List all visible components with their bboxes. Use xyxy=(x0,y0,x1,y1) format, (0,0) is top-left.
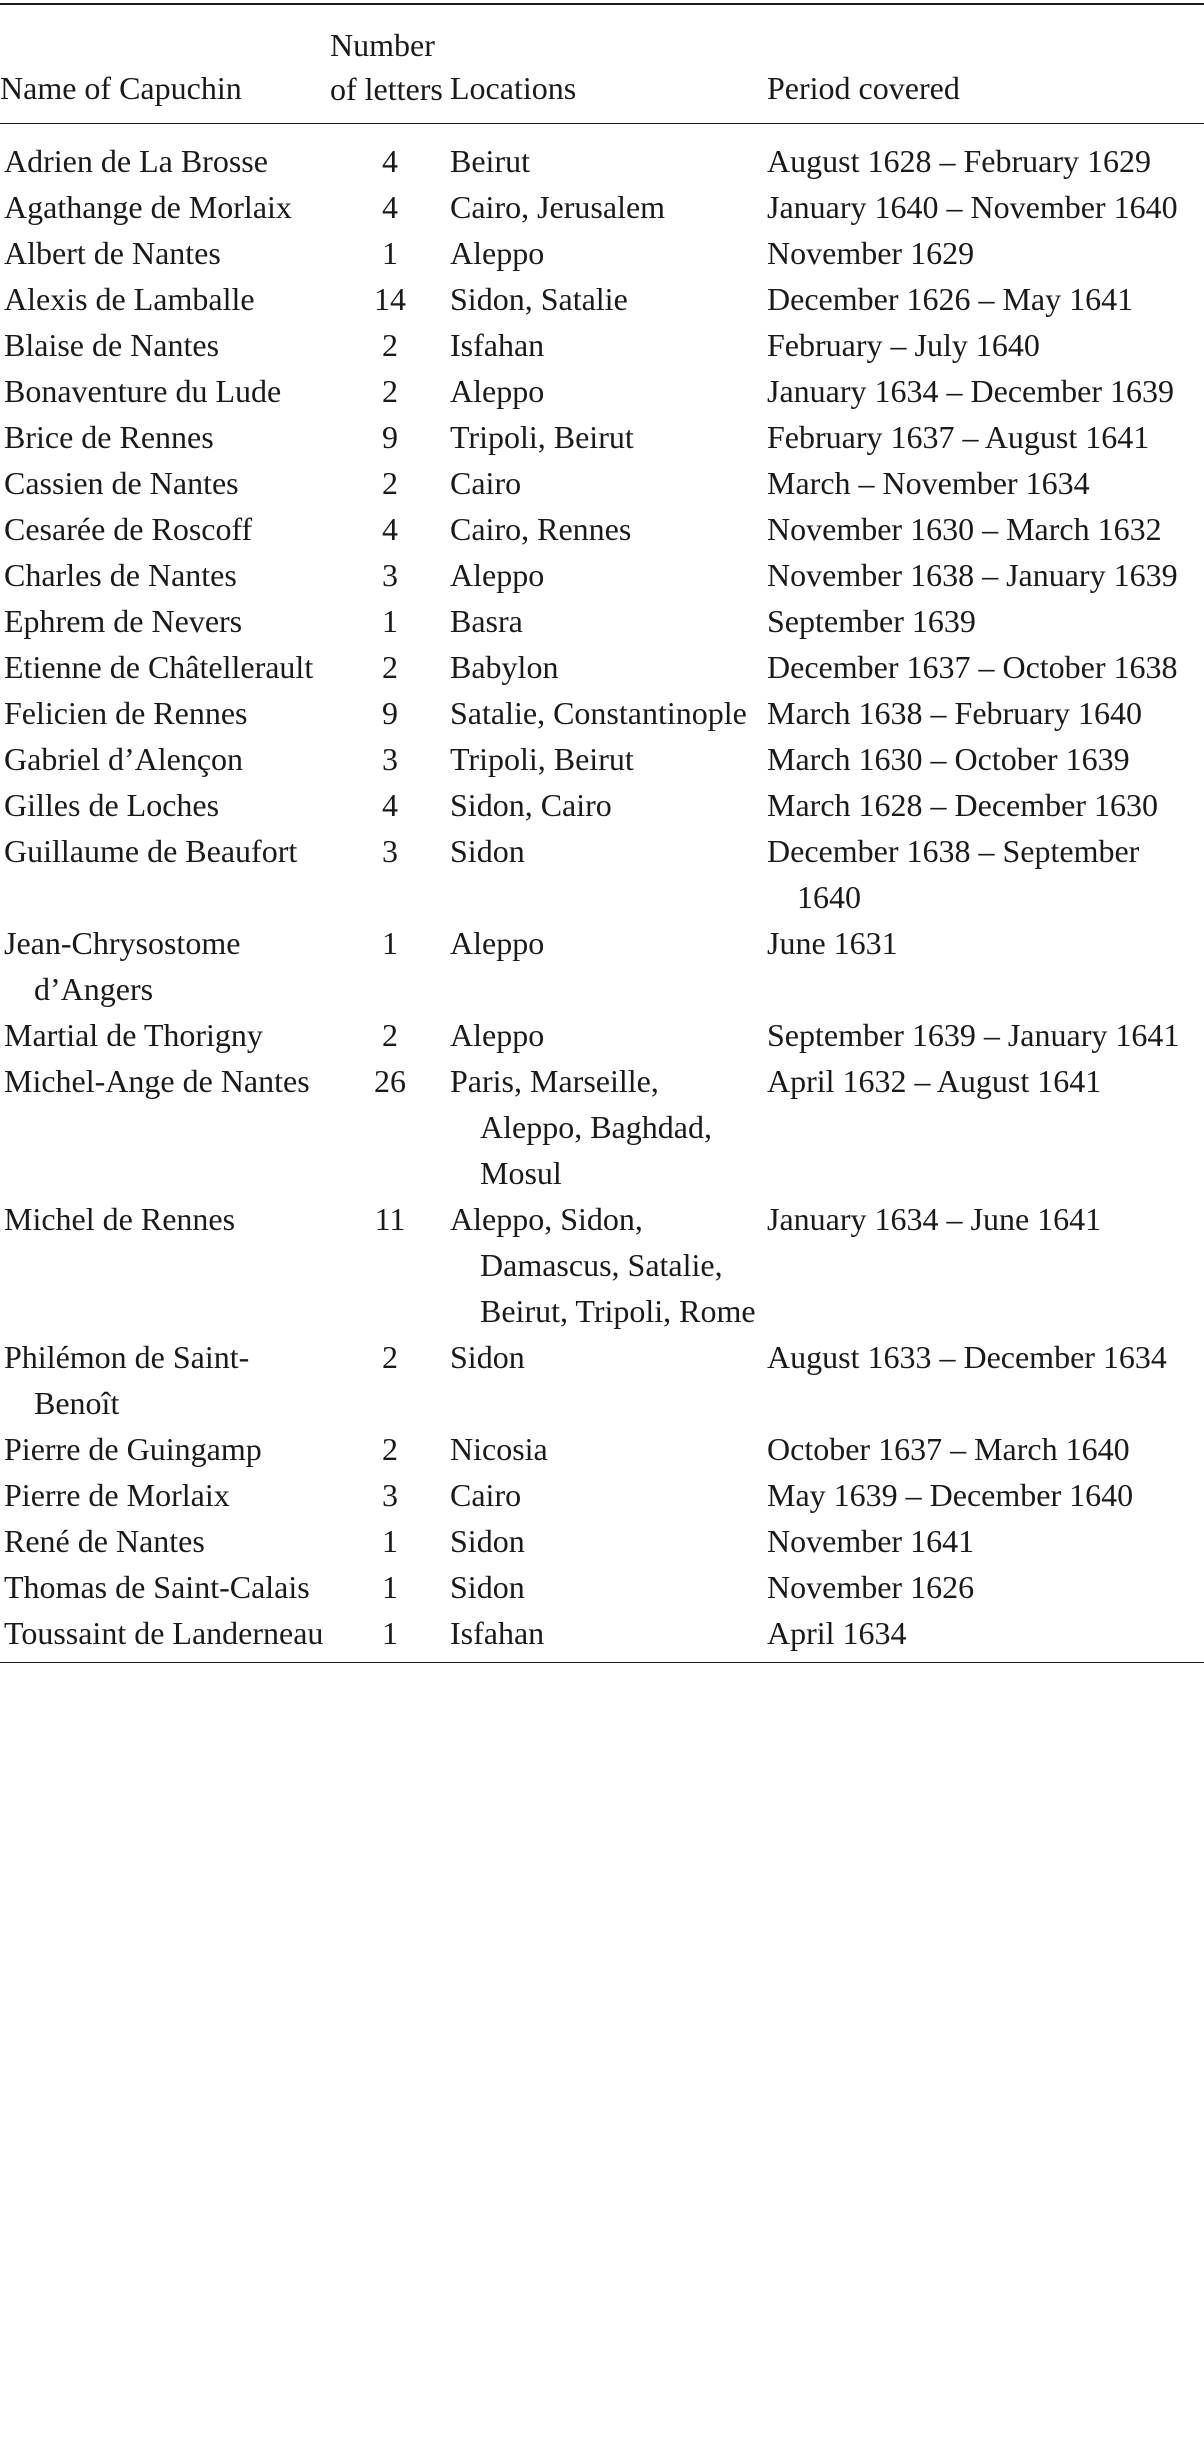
header-number-line2: of letters xyxy=(330,71,443,107)
cell-number: 1 xyxy=(382,925,398,961)
table-row xyxy=(0,230,1204,276)
cell-locations: Aleppo xyxy=(450,1017,545,1053)
cell-period: November 1638 – January 1639 xyxy=(767,557,1178,593)
table-row xyxy=(0,460,1204,506)
cell-name: Gabriel d’Alençon xyxy=(4,741,244,777)
cell-locations: Paris, Marseille, Aleppo, Baghdad, Mosul xyxy=(450,1063,712,1191)
cell-name: Cesarée de Roscoff xyxy=(4,511,253,547)
cell-period: January 1634 – June 1641 xyxy=(767,1201,1102,1237)
cell-locations: Basra xyxy=(450,603,523,639)
table-row xyxy=(0,690,1204,736)
cell-period: May 1639 – December 1640 xyxy=(767,1477,1134,1513)
header-number xyxy=(330,4,450,124)
table-row xyxy=(0,1564,1204,1610)
cell-name: Cassien de Nantes xyxy=(4,465,239,501)
cell-number: 4 xyxy=(382,189,398,225)
cell-locations: Sidon xyxy=(450,1339,525,1375)
cell-name: Agathange de Morlaix xyxy=(4,189,292,225)
table-row xyxy=(0,598,1204,644)
cell-period: February 1637 – August 1641 xyxy=(767,419,1150,455)
table-row xyxy=(0,1426,1204,1472)
cell-number: 2 xyxy=(382,465,398,501)
cell-name: Thomas de Saint-Calais xyxy=(4,1569,310,1605)
cell-period: August 1633 – December 1634 xyxy=(767,1339,1167,1375)
cell-locations: Tripoli, Beirut xyxy=(450,419,634,455)
cell-locations: Babylon xyxy=(450,649,559,685)
cell-period: December 1626 – May 1641 xyxy=(767,281,1134,317)
table-row xyxy=(0,736,1204,782)
cell-period: December 1637 – October 1638 xyxy=(767,649,1178,685)
cell-number: 2 xyxy=(382,373,398,409)
table-row xyxy=(0,552,1204,598)
cell-number: 1 xyxy=(382,603,398,639)
cell-number: 3 xyxy=(382,1477,398,1513)
cell-period: January 1634 – December 1639 xyxy=(767,373,1174,409)
table-row xyxy=(0,184,1204,230)
cell-locations: Aleppo xyxy=(450,925,545,961)
header-locations: Locations xyxy=(450,4,767,124)
cell-number: 9 xyxy=(382,419,398,455)
cell-number: 11 xyxy=(374,1201,406,1237)
cell-number: 2 xyxy=(382,1339,398,1375)
cell-locations: Aleppo xyxy=(450,557,545,593)
table-row xyxy=(0,1012,1204,1058)
cell-locations: Aleppo xyxy=(450,235,545,271)
cell-name: Bonaventure du Lude xyxy=(4,373,282,409)
cell-number: 2 xyxy=(382,1017,398,1053)
cell-number: 3 xyxy=(382,833,398,869)
table-row xyxy=(0,1334,1204,1426)
cell-number: 2 xyxy=(382,649,398,685)
cell-name: Ephrem de Nevers xyxy=(4,603,243,639)
table-row xyxy=(0,1058,1204,1196)
cell-name: Albert de Nantes xyxy=(4,235,221,271)
cell-name: Martial de Thorigny xyxy=(4,1017,263,1053)
cell-number: 1 xyxy=(382,1523,398,1559)
cell-number: 9 xyxy=(382,695,398,731)
cell-period: March 1628 – December 1630 xyxy=(767,787,1158,823)
cell-period: November 1641 xyxy=(767,1523,975,1559)
cell-name: Michel-Ange de Nantes xyxy=(4,1063,310,1099)
cell-period: June 1631 xyxy=(767,925,898,961)
cell-period: February – July 1640 xyxy=(767,327,1040,363)
cell-locations: Sidon, Satalie xyxy=(450,281,628,317)
cell-locations: Sidon xyxy=(450,1523,525,1559)
table-row xyxy=(0,1472,1204,1518)
cell-period: March – November 1634 xyxy=(767,465,1090,501)
cell-locations: Isfahan xyxy=(450,1610,767,1663)
cell-locations: Sidon xyxy=(450,1569,525,1605)
cell-name: Adrien de La Brosse xyxy=(4,143,268,179)
table-row xyxy=(0,124,1204,185)
table-row xyxy=(0,644,1204,690)
cell-number: 4 xyxy=(382,143,398,179)
cell-name: Felicien de Rennes xyxy=(4,695,248,731)
cell-name: Gilles de Loches xyxy=(4,787,220,823)
table-body xyxy=(0,124,1204,1663)
table-row xyxy=(0,1518,1204,1564)
table-row xyxy=(0,782,1204,828)
cell-period: September 1639 xyxy=(767,603,976,639)
cell-period: March 1630 – October 1639 xyxy=(767,741,1130,777)
cell-number: 1 xyxy=(382,1569,398,1605)
cell-locations: Beirut xyxy=(450,143,530,179)
table-row xyxy=(0,828,1204,920)
cell-locations: Cairo xyxy=(450,465,522,501)
cell-name: Jean-Chrysostome d’Angers xyxy=(4,925,241,1007)
cell-locations: Isfahan xyxy=(450,327,545,363)
cell-locations: Nicosia xyxy=(450,1431,548,1467)
cell-locations: Cairo, Jerusalem xyxy=(450,189,666,225)
cell-period: October 1637 – March 1640 xyxy=(767,1431,1130,1467)
cell-name: Guillaume de Beaufort xyxy=(4,833,298,869)
cell-number: 4 xyxy=(382,511,398,547)
cell-period: November 1630 – March 1632 xyxy=(767,511,1162,547)
cell-name: Etienne de Châtellerault xyxy=(4,649,314,685)
header-period: Period covered xyxy=(767,4,1204,124)
cell-name: Michel de Rennes xyxy=(4,1201,236,1237)
cell-locations: Aleppo xyxy=(450,373,545,409)
cell-number: 2 xyxy=(382,327,398,363)
cell-locations: Satalie, Constantinople xyxy=(450,695,747,731)
cell-locations: Cairo, Rennes xyxy=(450,511,632,547)
cell-period: December 1638 – September 1640 xyxy=(767,833,1140,915)
cell-locations: Cairo xyxy=(450,1477,522,1513)
cell-name: Charles de Nantes xyxy=(4,557,237,593)
table-row xyxy=(0,920,1204,1012)
cell-period: September 1639 – January 1641 xyxy=(767,1017,1180,1053)
cell-period: November 1629 xyxy=(767,235,975,271)
cell-name: René de Nantes xyxy=(4,1523,205,1559)
table-row xyxy=(0,506,1204,552)
table-header xyxy=(0,4,1204,124)
cell-number: 26 xyxy=(374,1063,406,1099)
cell-locations: Tripoli, Beirut xyxy=(450,741,634,777)
cell-name: Brice de Rennes xyxy=(4,419,214,455)
header-number-line1: Number xyxy=(330,27,435,63)
table-row xyxy=(0,276,1204,322)
header-row xyxy=(0,4,1204,124)
table-row xyxy=(0,368,1204,414)
cell-period: January 1640 – November 1640 xyxy=(767,189,1178,225)
cell-number: 1 xyxy=(382,235,398,271)
cell-name: Toussaint de Landerneau xyxy=(0,1610,330,1663)
cell-locations: Sidon, Cairo xyxy=(450,787,612,823)
cell-locations: Aleppo, Sidon, Damascus, Satalie, Beirut, Tripoli, Rome xyxy=(450,1201,756,1329)
cell-number: 4 xyxy=(382,787,398,823)
table-row xyxy=(0,1610,1204,1663)
cell-period: April 1634 xyxy=(767,1610,1204,1663)
table-row xyxy=(0,322,1204,368)
cell-period: November 1626 xyxy=(767,1569,975,1605)
cell-name: Philémon de Saint-Benoît xyxy=(4,1339,250,1421)
cell-period: March 1638 – February 1640 xyxy=(767,695,1143,731)
header-name: Name of Capuchin xyxy=(0,4,330,124)
cell-period: August 1628 – February 1629 xyxy=(767,143,1151,179)
cell-name: Pierre de Morlaix xyxy=(4,1477,230,1513)
cell-name: Blaise de Nantes xyxy=(4,327,220,363)
cell-name: Alexis de Lamballe xyxy=(4,281,255,317)
cell-period: April 1632 – August 1641 xyxy=(767,1063,1102,1099)
cell-locations: Sidon xyxy=(450,833,525,869)
table-row xyxy=(0,1196,1204,1334)
cell-number: 1 xyxy=(330,1610,450,1663)
table-row xyxy=(0,414,1204,460)
cell-number: 3 xyxy=(382,557,398,593)
cell-number: 14 xyxy=(374,281,406,317)
cell-name: Pierre de Guingamp xyxy=(4,1431,262,1467)
cell-number: 3 xyxy=(382,741,398,777)
cell-number: 2 xyxy=(382,1431,398,1467)
capuchin-letters-table xyxy=(0,3,1204,1663)
